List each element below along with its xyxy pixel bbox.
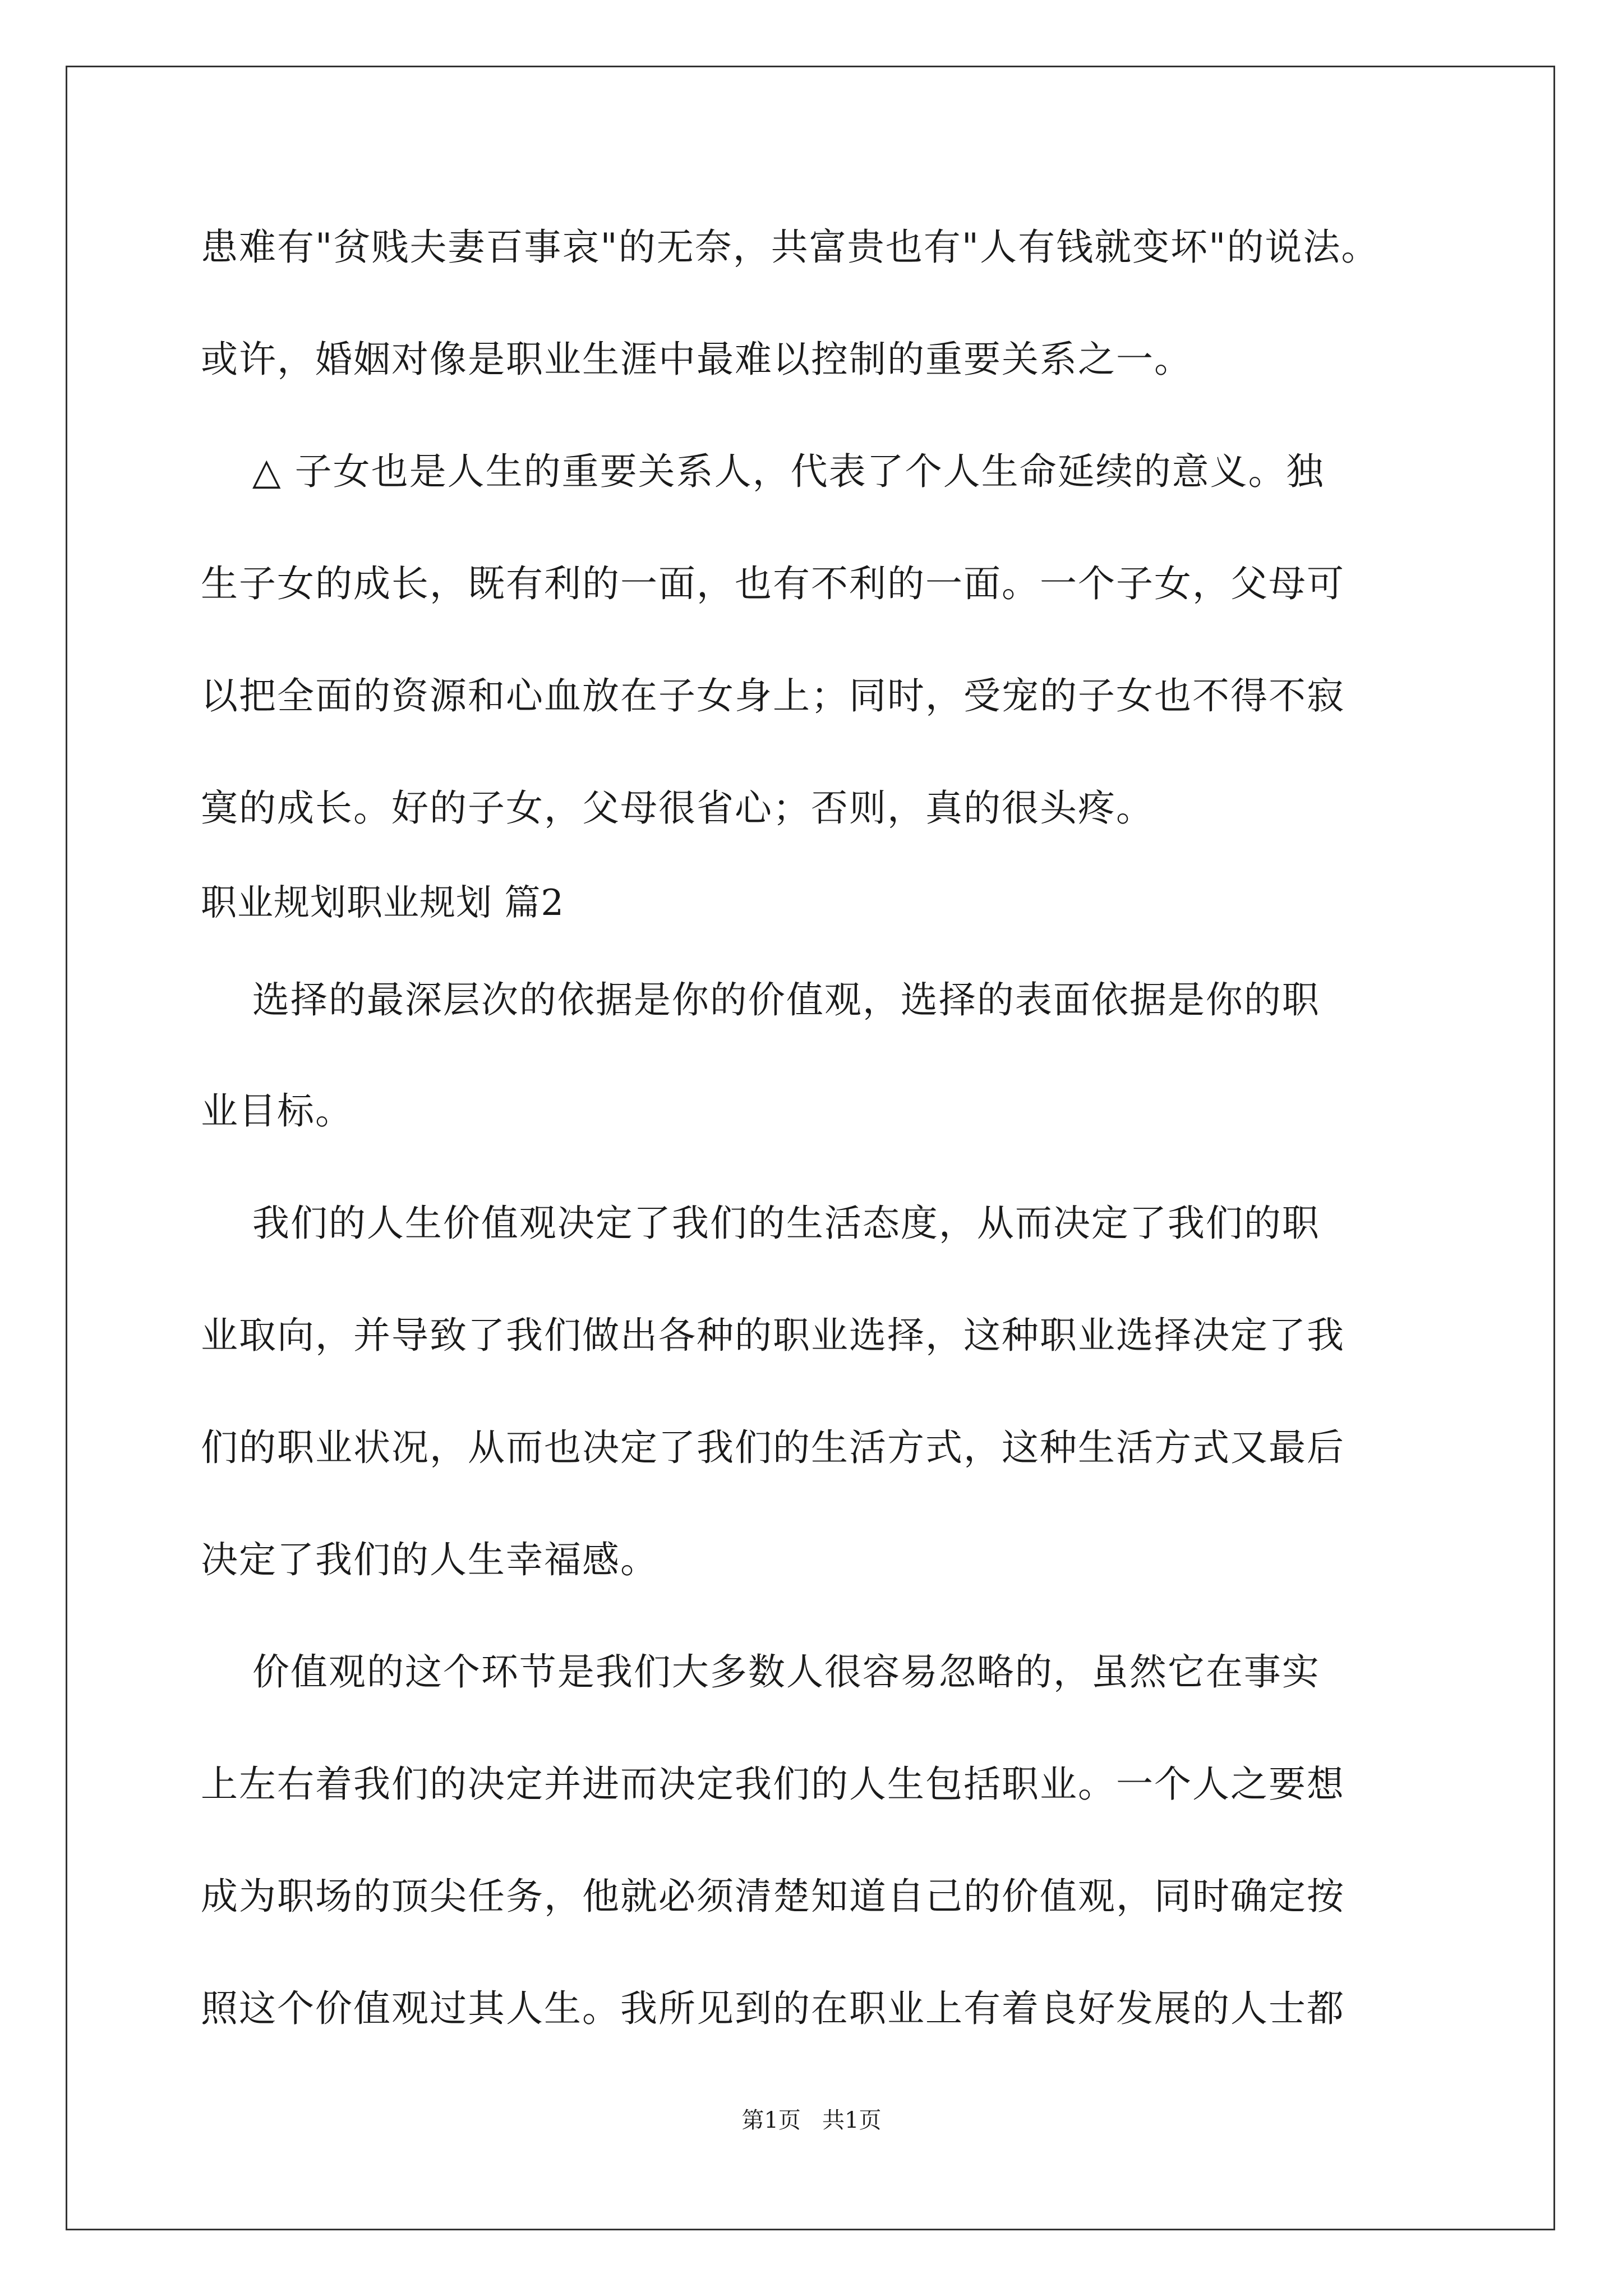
body-line-5: 以把全面的资源和心血放在子女身上；同时，受宠的子女也不得不寂 [201,674,1345,717]
body-line-1: 患难有"贫贱夫妻百事哀"的无奈，共富贵也有"人有钱就变坏"的说法。 [201,226,1380,269]
body-line-3: △ 子女也是人生的重要关系人，代表了个人生命延续的意义。独 [201,450,1325,493]
body-line-12: 决定了我们的人生幸福感。 [201,1538,658,1581]
body-line-11: 们的职业状况，从而也决定了我们的生活方式，这种生活方式又最后 [201,1426,1345,1469]
body-line-6: 寞的成长。好的子女，父母很省心；否则，真的很头疼。 [201,786,1154,830]
body-line-8: 业目标。 [201,1089,353,1133]
body-line-4: 生子女的成长，既有利的一面，也有不利的一面。一个子女，父母可 [201,562,1345,605]
body-line-7: 选择的最深层次的依据是你的价值观，选择的表面依据是你的职 [201,978,1320,1022]
body-line-10: 业取向，并导致了我们做出各种的职业选择，这种职业选择决定了我 [201,1314,1345,1357]
body-line-16: 照这个价值观过其人生。我所见到的在职业上有着良好发展的人士都 [201,1987,1345,2030]
body-line-15: 成为职场的顶尖任务，他就必须清楚知道自己的价值观，同时确定按 [201,1875,1345,1918]
body-line-9: 我们的人生价值观决定了我们的生活态度，从而决定了我们的职 [201,1202,1320,1245]
section-heading: 职业规划职业规划 篇2 [201,882,565,924]
body-line-14: 上左右着我们的决定并进而决定我们的人生包括职业。一个人之要想 [201,1763,1345,1806]
body-line-13: 价值观的这个环节是我们大多数人很容易忽略的，虽然它在事实 [201,1650,1320,1694]
page-number-footer: 第1页 共1页 [741,2108,882,2133]
body-line-2: 或许，婚姻对像是职业生涯中最难以控制的重要关系之一。 [201,338,1192,381]
